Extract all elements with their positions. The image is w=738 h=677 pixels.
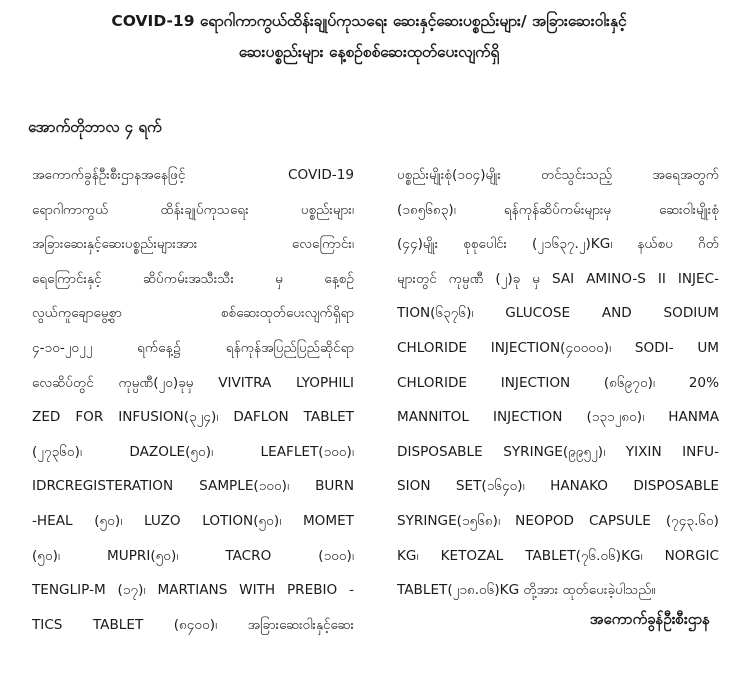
right-column-line: SYRINGE(၁၅၆၈)၊ NEOPOD CAPSULE (၇၄၃.၆၀) — [397, 512, 719, 529]
department-signature: အကောက်ခွန်ဦးစီးဌာန — [589, 610, 710, 628]
left-column-line: TICS TABLET (၈၄၀၀)၊ အခြားဆေးဝါးနှင့်ဆေး — [32, 616, 354, 633]
left-column-line: (၂၇၃၆၀)၊ DAZOLE(၅၀)၊ LEAFLET(၁၀၀)၊ — [32, 443, 354, 460]
right-column-line: CHLORIDE INJECTION (၈၆၉၇၀)၊ 20% — [397, 374, 719, 391]
right-column-line: (၁၈၅၆၈၃)၊ ရန်ကုန်ဆိပ်ကမ်းများမှ ဆေးဝါးမျိုးစုံ — [397, 201, 719, 218]
left-column-line: လေဆိပ်တွင် ကုမ္ပဏီ(၂၀)ခုမှ VIVITRA LYOPHILI — [32, 374, 354, 391]
left-column-line: အကောက်ခွန်ဦးစီးဌာနအနေဖြင့် COVID-19 — [32, 167, 354, 183]
right-column-line: များတွင် ကုမ္ပဏီ (၂)ခု မှ SAI AMINO-S II INJEC- — [397, 270, 719, 287]
right-column-line: ပစ္စည်းမျိုးစုံ(၁၀၄)မျိုး တင်သွင်းသည့် အရေအတွက် — [397, 167, 719, 183]
right-column-line: TION(၆၃၇၆)၊ GLUCOSE AND SODIUM — [397, 305, 719, 322]
right-column-line: CHLORIDE INJECTION(၄၀၀၀၀)၊ SODI- UM — [397, 339, 719, 356]
left-column — [32, 158, 354, 642]
headline-line-1: COVID-19 ရောဂါကာကွယ်ထိန်းချုပ်ကုသရေး ဆေးနှင့်ဆေးပစ္စည်းများ/ အခြားဆေးဝါးနှင့် — [111, 12, 627, 30]
left-column-line: TENGLIP-M (၁၇)၊ MARTIANS WITH PREBIO - — [32, 582, 354, 599]
left-column-line: အခြားဆေးနှင့်ဆေးပစ္စည်းများအား လေကြောင်း၊ — [32, 236, 354, 253]
right-column-line: KG၊ KETOZAL TABLET(၇၆.၀၆)KG၊ NORGIC — [397, 547, 719, 564]
article-headline — [0, 6, 738, 68]
right-column — [397, 158, 719, 608]
date-subheading: အောက်တိုဘာလ ၄ ရက် — [28, 118, 162, 136]
left-column-line: လွယ်ကူချောမွေ့စွာ စစ်ဆေးထုတ်ပေးလျက်ရှိရာ — [32, 305, 354, 322]
right-column-line: MANNITOL INJECTION (၁၃၁၂၈၀)၊ HANMA — [397, 409, 719, 426]
left-column-line: IDRCREGISTERATION SAMPLE(၁၀၀)၊ BURN — [32, 478, 354, 495]
left-column-line: ၄-၁၀-၂၀၂၂ ရက်နေ့၌ ရန်ကုန်အပြည်ပြည်ဆိုင်ရာ — [32, 339, 354, 356]
left-column-line: ZED FOR INFUSION(၃၂၄)၊ DAFLON TABLET — [32, 409, 354, 426]
right-column-line: DISPOSABLE SYRINGE(၉၉၅၂)၊ YIXIN INFU- — [397, 443, 719, 460]
left-column-line: ရေကြောင်းနှင့် ဆိပ်ကမ်းအသီးသီး မှ နေ့စဉ် — [32, 270, 354, 287]
left-column-line: ရောဂါကာကွယ် ထိန်းချုပ်ကုသရေး ပစ္စည်းများ၊ — [32, 201, 354, 218]
right-column-line: TABLET(၂၁၈.၀၆)KG တို့အား ထုတ်ပေးခဲ့ပါသည်။ — [397, 582, 656, 599]
left-column-line: -HEAL (၅၀)၊ LUZO LOTION(၅၀)၊ MOMET — [32, 512, 354, 529]
headline-line-2: ဆေးပစ္စည်းများ နေ့စဉ်စစ်ဆေးထုတ်ပေးလျက်ရှိ — [238, 43, 500, 61]
right-column-line: (၄၄)မျိုး စုစုပေါင်း (၂၁၆၃၇.၂)KG၊ နယ်စပ ဂိတ် — [397, 236, 719, 253]
left-column-line: (၅၀)၊ MUPRI(၅၀)၊ TACRO (၁၀၀)၊ — [32, 547, 354, 564]
right-column-line: SION SET(၁၆၄၀)၊ HANAKO DISPOSABLE — [397, 478, 719, 495]
